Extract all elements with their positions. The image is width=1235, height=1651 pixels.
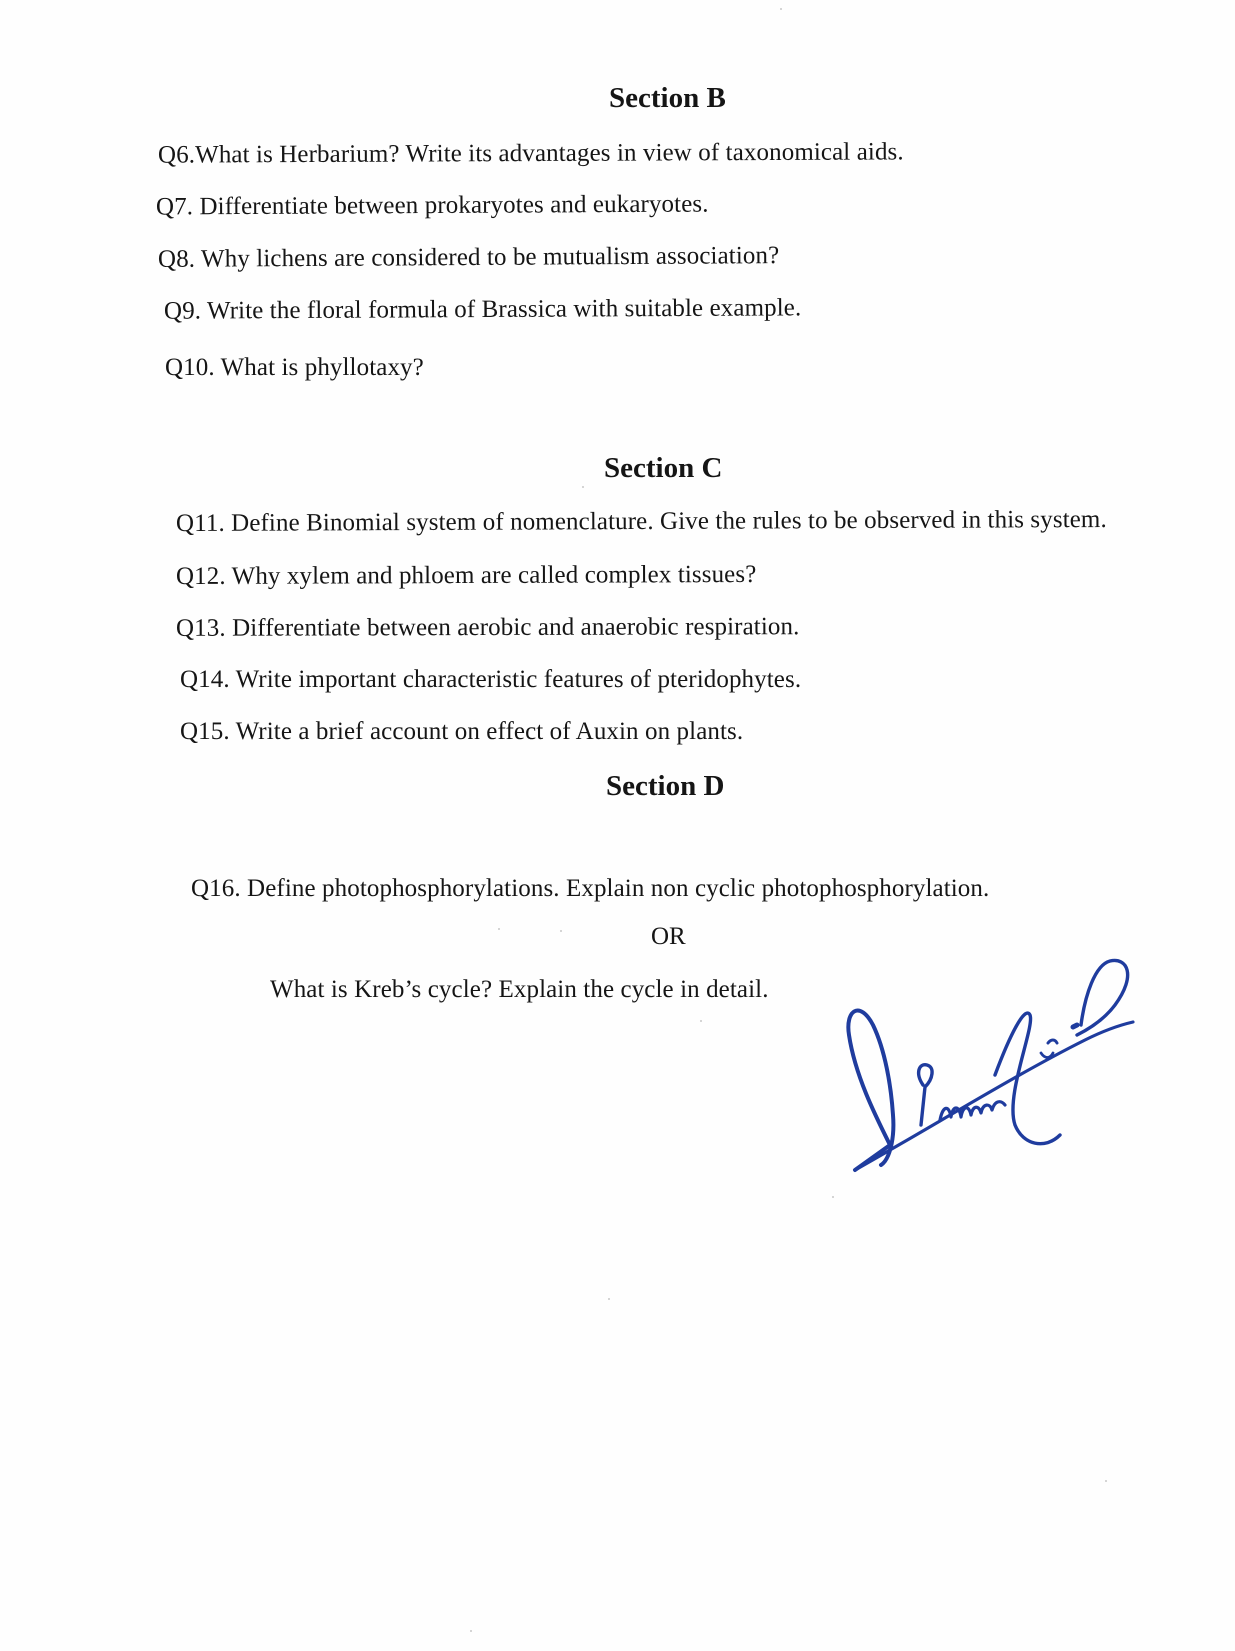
scan-speck bbox=[498, 928, 500, 930]
question-q16: Q16. Define photophosphorylations. Explain non cyclic photophosphorylation. bbox=[191, 875, 990, 902]
scan-speck bbox=[832, 1196, 834, 1198]
scan-speck bbox=[1105, 1480, 1107, 1482]
scan-speck bbox=[780, 8, 782, 10]
question-q15: Q15. Write a brief account on effect of Auxin on plants. bbox=[180, 718, 744, 745]
question-q12: Q12. Why xylem and phloem are called complex tissues? bbox=[175, 560, 757, 591]
question-q6: Q6.What is Herbarium? Write its advantages in view of taxonomical aids. bbox=[157, 138, 904, 169]
signature bbox=[845, 955, 1145, 1185]
question-q14: Q14. Write important characteristic features of pteridophytes. bbox=[180, 666, 802, 693]
question-q9: Q9. Write the floral formula of Brassica with suitable example. bbox=[163, 294, 802, 325]
scan-speck bbox=[470, 1630, 472, 1632]
scan-speck bbox=[700, 1020, 702, 1022]
scan-speck bbox=[582, 486, 584, 488]
or-label: OR bbox=[651, 923, 686, 950]
scan-speck bbox=[608, 1298, 610, 1300]
question-q8: Q8. Why lichens are considered to be mutualism association? bbox=[157, 242, 780, 273]
question-q10: Q10. What is phyllotaxy? bbox=[165, 354, 424, 381]
section-c-heading: Section C bbox=[604, 452, 723, 484]
question-q7: Q7. Differentiate between prokaryotes and eukaryotes. bbox=[155, 190, 709, 221]
question-q11: Q11. Define Binomial system of nomenclature. Give the rules to be observed in this system. bbox=[175, 505, 1107, 538]
question-q13: Q13. Differentiate between aerobic and anaerobic respiration. bbox=[175, 613, 800, 642]
section-d-heading: Section D bbox=[606, 770, 725, 802]
question-q16-alternative: What is Kreb’s cycle? Explain the cycle in detail. bbox=[270, 976, 769, 1003]
scan-speck bbox=[560, 930, 562, 932]
section-b-heading: Section B bbox=[609, 82, 726, 114]
